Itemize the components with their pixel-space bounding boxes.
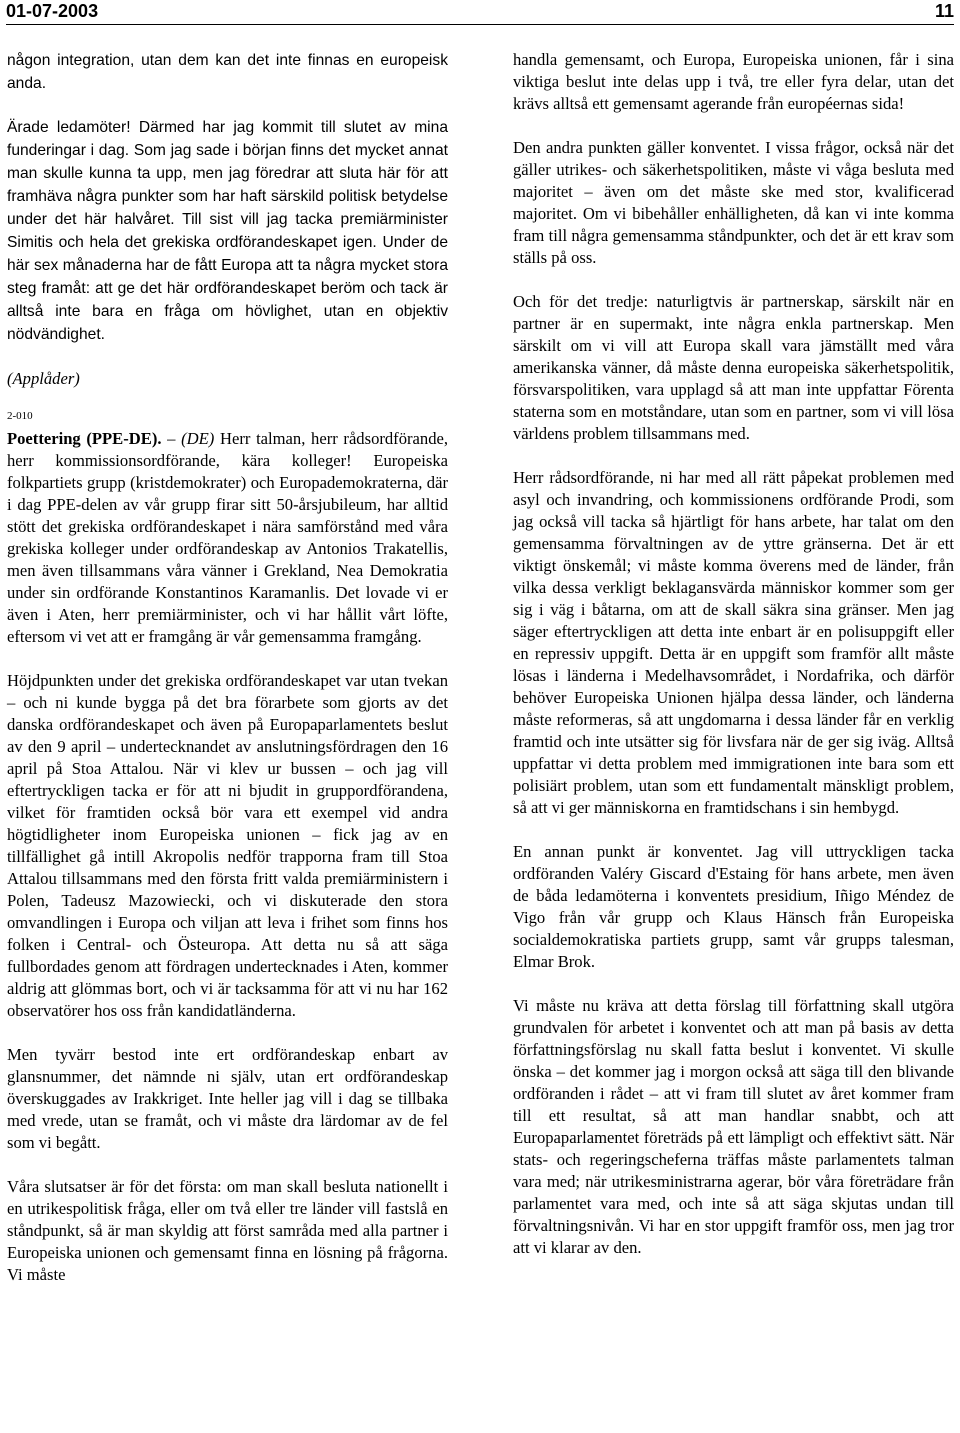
- speech-text: Herr talman, herr rådsordförande, herr kommissionsordförande, kära kolleger! Europeiska folkpartiets grupp (kristdemokrater) och Europademokraterna, där i dag PPE-delen av vår grupp firar sitt 50-årsjubileum, har alltid stött det grekiska ordförandeskapet i nära samförstånd med våra grekiska kolleger under ordförandeskap av Antonios Trakatellis, men även tillsammans våra vänner i Grekland, Nea Demokratia under sin ordförande Konstantinos Karamanlis. Det lovade vi er även i Aten, herr premiärminister, och vi har hållit vårt löfte, eftersom vi vet att er framgång är vår gemensamma framgång.: [7, 429, 449, 646]
- paragraph: Våra slutsatser är för det första: om man skall besluta nationellt i en utrikespolitisk fråga, eller om två eller tre länder vill fastslå en ståndpunkt, så är man skyldig att först samråda med alla partner i Europeiska unionen och gemensamt finna en lösning på frågorna. Vi måste: [7, 1177, 448, 1284]
- speech-paragraph: [7, 428, 448, 648]
- speech-marker: 2-010: [7, 410, 33, 422]
- left-column: [7, 49, 448, 1308]
- speaker-name: Poettering (PPE-DE).: [7, 429, 162, 448]
- paragraph-serif-part: Till sist vill jag tacka premiärminister Simitis och hela det grekiska ordförandeskapet igen. Under de här sex månaderna har de fått Europa att ta några mycket stora steg framåt: att ge det här ordförandeskapet beröm och tack är alltså inte bara en fråga om hövlighet, utan en objektiv nödvändighet.: [7, 211, 448, 343]
- paragraph: [7, 116, 448, 346]
- paragraph-sans-part: Ärade ledamöter! Därmed har jag kommit till slutet av mina funderingar i dag. Som jag sade i början finns det mycket annat man skulle kunna ta upp, men jag föredrar att sluta här för att framhäva några punkter som har haft särskild politisk betydelse under det här halvåret.: [7, 119, 448, 228]
- paragraph: Vi måste nu kräva att detta förslag till författning skall utgöra grundvalen för arbetet i konventet och att man på basis av detta författningsförslag nu skall fatta beslut i konventet. Vi skulle önska – det kommer jag i morgon också att säga till den blivande ordföranden i rådet – att vi fram till slutet av året kommer fram till ett resultat, så att man handlar snabbt, och att Europaparlamentet företräds på ett lämpligt och effektivt sätt. När stats- och regeringscheferna träffas måste parlamentets talman vara med; när utrikesministrarna agerar, bör våra företrädare från parlamentet vara med, och inte så att säga skjutas undan till förvaltningsnivån. Vi har en stor uppgift framför oss, men jag tror att vi klarar av den.: [513, 996, 954, 1257]
- paragraph: En annan punkt är konventet. Jag vill uttryckligen tacka ordföranden Valéry Giscard d'Estaing för hans arbete, men även de båda ledamöterna i konventets presidium, Iñigo Méndez de Vigo från vår grupp och Klaus Hänsch från Europeiska socialdemokratiska partiets grupp, samt vår grupps talesman, Elmar Brok.: [513, 842, 954, 971]
- paragraph: Men tyvärr bestod inte ert ordförandeskap enbart av glansnummer, det nämnde ni själv, utan ert ordförandeskap överskuggades av Irakkriget. Inte heller jag vill i dag se tillbaka med vrede, utan se framåt, och vi måste dra lärdomar av de fel som vi begått.: [7, 1045, 448, 1152]
- right-column: [513, 49, 954, 1281]
- paragraph: Och för det tredje: naturligtvis är partnerskap, särskilt när en partner är en supermakt, inte några enkla partnerskap. Men särskilt om vi vill att Europa skall vara jämställt med våra amerikanska vänner, då måste denna europeiska säkerhetspolitik, försvarspolitiken, vara upplagd så att man inte uppfattar Förenta staterna som en motståndare, utan som en partner, som vi vill lösa världens problem tillsammans med.: [513, 292, 954, 443]
- applause-note: (Applåder): [7, 369, 80, 388]
- paragraph: någon integration, utan dem kan det inte finnas en europeisk anda.: [7, 52, 448, 92]
- page-header: [6, 0, 954, 25]
- page-date: 01-07-2003: [6, 1, 99, 21]
- speaker-dash: –: [161, 429, 182, 448]
- paragraph: Herr rådsordförande, ni har med all rätt påpekat problemen med asyl och invandring, och kommissionens ordförande Prodi, som jag också vill tacka så hjärtligt för hans arbete, har talat om den gemensamma förvaltningen av de yttre gränserna. Det är ett viktigt önskemål; vi måste komma överens med de länder, från vilka dessa verkligt beklagansvärda människor kommer som ger sig i väg i båtarna, om att de skall säkra sina gränser. Men jag säger eftertryckligen att detta inte enbart är en polisuppgift eller en repressiv uppgift. Detta är en uppgift som framför allt måste lösas i länderna i Medelhavsområdet, i Nordafrika, och därför behöver Europeiska Unionen hjälpa dessa länder, och länderna måste reformeras, så att ungdomarna i dessa länder får en verklig framtid och inte utsätter sig för livsfara när de ger sig iväg. Alltså uppfattar vi detta problem med immigrationen inte bara som ett polisiärt problem, utan som ett fundamentalt mänskligt problem, så att vi ger människorna en framtidschans i sin hembygd.: [513, 468, 954, 817]
- speaker-language: (DE): [181, 429, 215, 448]
- paragraph: Den andra punkten gäller konventet. I vissa frågor, också när det gäller utrikes- och säkerhetspolitiken, måste vi våga besluta med majoritet – även om det måste ske med stor, kvalificerad majoritet. Om vi bibehåller enhälligheten, då kan vi inte komma fram till några gemensamma ståndpunkter, och det är ett krav som ställs på oss.: [513, 138, 954, 267]
- paragraph: Höjdpunkten under det grekiska ordförandeskapet var utan tvekan – och ni kunde bygga på det bra förarbete som gjorts av det danska ordförandeskapet och även på Europaparlamentets beslut av den 9 april – undertecknandet av anslutningsfördragen den 16 april på Stoa Attalou. När vi klev ur bussen – och jag vill eftertryckligen tacka er för att ni bjudit in gruppordförandena, vilket för framtiden också bör vara ett exempel vid andra högtidligheter inom Europeiska unionen – fick jag av en tillfällighet gå intill Akropolis nedför trapporna fram till Stoa Attalou tillsammans med den första fritt valda premiärministern i Polen, Tadeusz Mazowiecki, och vi diskuterade den stora omvandlingen i Europa och viljan att leva i frihet som finns hos folken i Central- och Östeuropa. Att detta nu så att säga fullbordades genom att fördragen undertecknades i Aten, kommer aldrig att glömmas bort, och vi är tacksamma för att vi nu har 162 observatörer hos oss från kandidatländerna.: [7, 671, 448, 1020]
- page-number: 11: [934, 1, 954, 21]
- paragraph: handla gemensamt, och Europa, Europeiska unionen, får i sina viktiga beslut inte delas upp i två, tre eller fyra delar, utan det krävs alltså ett gemensamt agerande från européernas sida!: [513, 50, 954, 113]
